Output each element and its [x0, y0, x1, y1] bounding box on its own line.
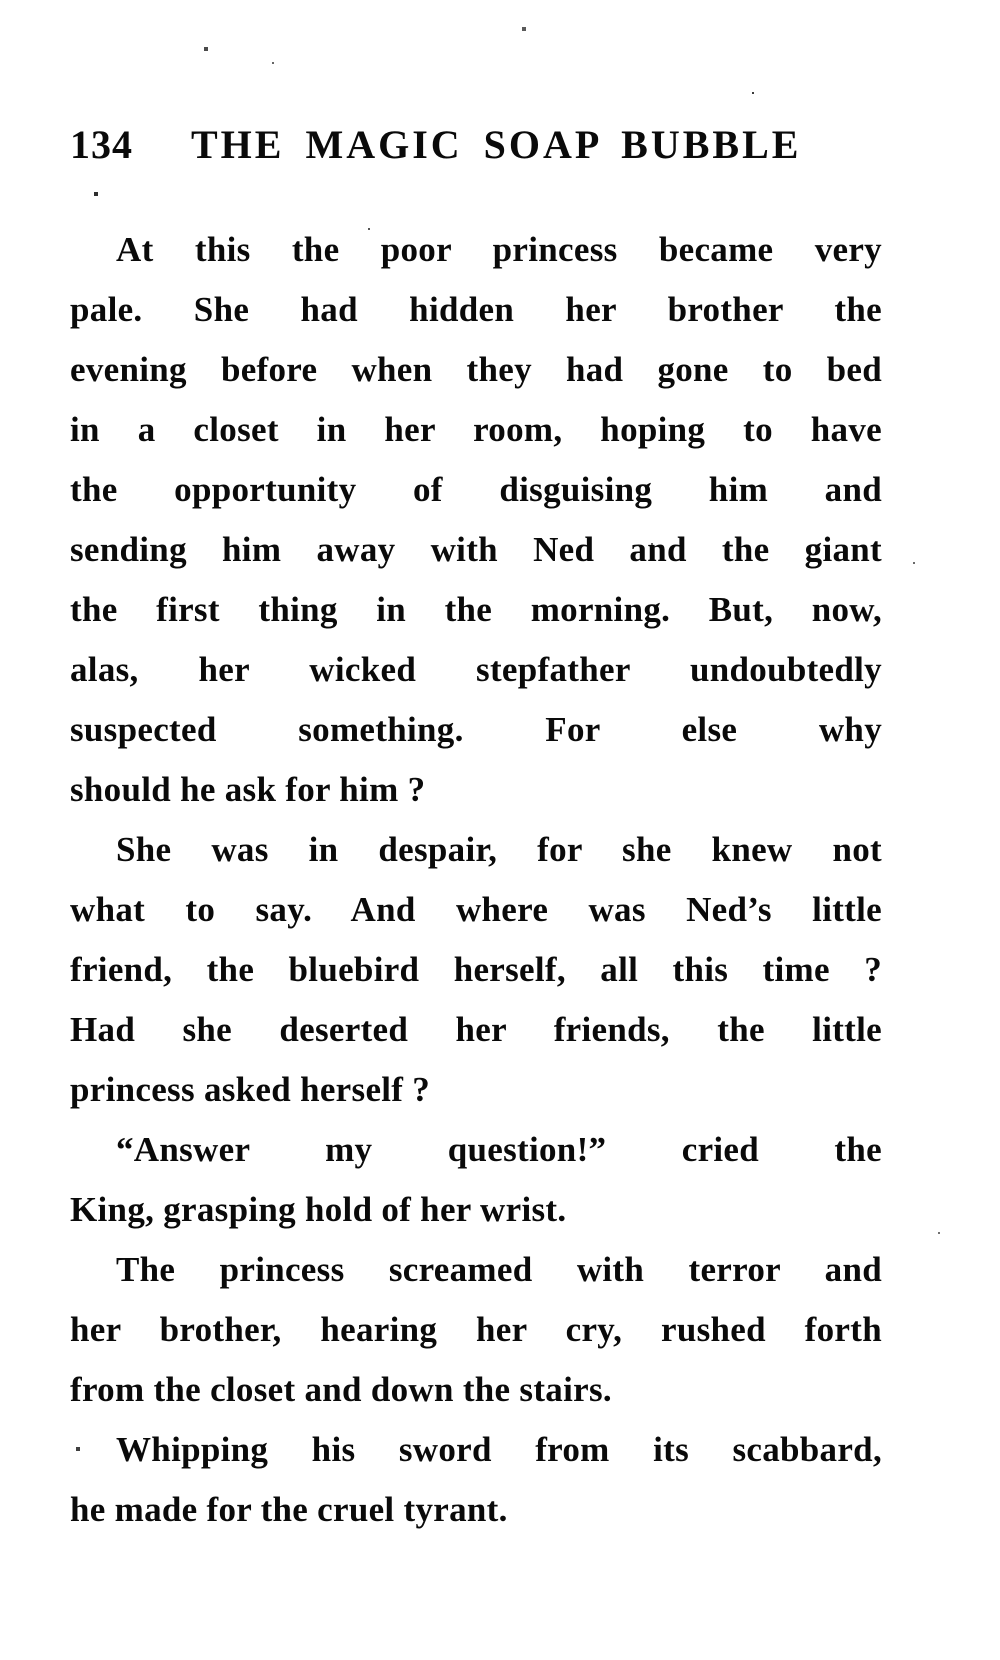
paragraph: [70, 1420, 882, 1540]
text-line: he made for the cruel tyrant.: [70, 1490, 508, 1529]
text-line: pale. She had hidden her brother the: [70, 290, 882, 329]
text-line: At this the poor princess became very: [116, 230, 882, 269]
text-line: what to say. And where was Ned’s little: [70, 890, 882, 929]
paragraph: [70, 1240, 882, 1420]
text-line: sending him away with Ned and the giant: [70, 530, 882, 569]
paragraph: [70, 1120, 882, 1240]
text-line: She was in despair, for she knew not: [116, 830, 882, 869]
text-line: The princess screamed with terror and: [116, 1250, 882, 1289]
text-line: King, grasping hold of her wrist.: [70, 1190, 567, 1229]
text-line: in a closet in her room, hoping to have: [70, 410, 882, 449]
text-line: suspected something. For else why: [70, 710, 882, 749]
text-line: princess asked herself ?: [70, 1070, 431, 1109]
paragraph: [70, 220, 882, 820]
paragraph: [70, 820, 882, 1120]
running-title: THE MAGIC SOAP BUBBLE: [191, 122, 802, 167]
text-line: evening before when they had gone to bed: [70, 350, 882, 389]
text-block: [70, 220, 882, 1540]
text-line: the opportunity of disguising him and: [70, 470, 882, 509]
text-line: “Answer my question!” cried the: [116, 1130, 882, 1169]
scan-artifacts: [0, 0, 2, 2]
page-header: [0, 0, 1000, 170]
text-line: the first thing in the morning. But, now,: [70, 590, 882, 629]
text-line: Had she deserted her friends, the little: [70, 1010, 882, 1049]
text-line: friend, the bluebird herself, all this time ?: [70, 950, 882, 989]
text-line: alas, her wicked stepfather undoubtedly: [70, 650, 882, 689]
text-line: should he ask for him ?: [70, 770, 426, 809]
page-number: 134: [70, 122, 133, 167]
text-line: from the closet and down the stairs.: [70, 1370, 612, 1409]
text-line: her brother, hearing her cry, rushed forth: [70, 1310, 882, 1349]
text-line: Whipping his sword from its scabbard,: [116, 1430, 882, 1469]
